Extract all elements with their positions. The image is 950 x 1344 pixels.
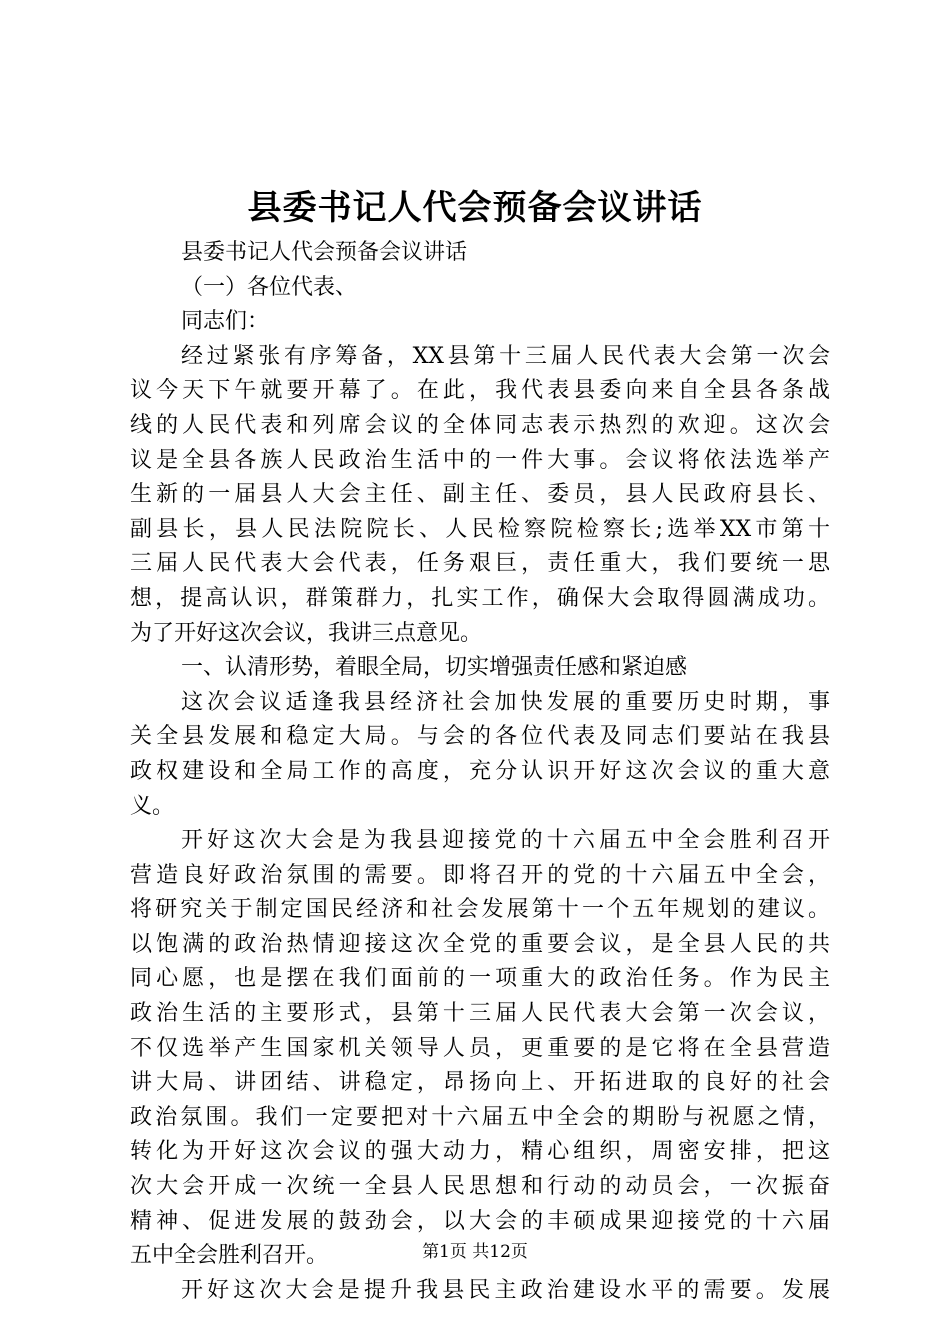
paragraph-line: （一）各位代表、 [181,274,358,300]
paragraph-line: 副县长，县人民法院院长、人民检察院检察长;选举XX市第十 [130,516,830,542]
paragraph-line: 线的人民代表和列席会议的全体同志表示热烈的欢迎。这次会 [130,412,830,438]
paragraph-line: 讲大局、讲团结、讲稳定，昂扬向上、开拓进取的良好的社会 [130,1070,830,1096]
section-heading: 一、认清形势，着眼全局，切实增强责任感和紧迫感 [181,655,688,681]
paragraph-line: 县委书记人代会预备会议讲话 [181,240,468,265]
paragraph-line: 三届人民代表大会代表，任务艰巨，责任重大，我们要统一思 [130,551,830,577]
paragraph-line: 同心愿，也是摆在我们面前的一项重大的政治任务。作为民主 [130,966,830,992]
paragraph-line: 议是全县各族人民政治生活中的一件大事。会议将依法选举产 [130,447,830,473]
paragraph-line: 以饱满的政治热情迎接这次全党的重要会议，是全县人民的共 [130,931,830,957]
paragraph-line: 五中全会胜利召开。 [130,1243,329,1269]
paragraph-line: 开好这次大会是提升我县民主政治建设水平的需要。发展 [181,1277,830,1303]
paragraph-line: 关全县发展和稳定大局。与会的各位代表及同志们要站在我县 [130,724,830,750]
paragraph-line: 同志们： [181,309,270,335]
paragraph-line: 义。 [130,793,175,819]
document-title: 县委书记人代会预备会议讲话 [247,188,703,228]
paragraph-line: 生新的一届县人大会主任、副主任、委员，县人民政府县长、 [130,482,830,508]
document-body [130,236,830,1308]
paragraph-line: 精神、促进发展的鼓劲会，以大会的丰硕成果迎接党的十六届 [130,1208,830,1234]
paragraph-line: 营造良好政治氛围的需要。即将召开的党的十六届五中全会， [130,862,830,888]
paragraph-line: 次大会开成一次统一全县人民思想和行动的动员会，一次振奋 [130,1174,830,1200]
paragraph-line: 经过紧张有序筹备，XX县第十三届人民代表大会第一次会 [181,343,830,369]
paragraph-line: 政治生活的主要形式，县第十三届人民代表大会第一次会议， [130,1001,830,1027]
paragraph-line: 转化为开好这次会议的强大动力，精心组织，周密安排，把这 [130,1139,830,1165]
paragraph-line: 这次会议适逢我县经济社会加快发展的重要历史时期，事 [181,689,830,715]
paragraph-line: 将研究关于制定国民经济和社会发展第十一个五年规划的建议。 [130,897,830,923]
paragraph-line: 开好这次大会是为我县迎接党的十六届五中全会胜利召开 [181,828,830,854]
paragraph-line: 为了开好这次会议，我讲三点意见。 [130,620,483,646]
paragraph-line: 政治氛围。我们一定要把对十六届五中全会的期盼与祝愿之情， [130,1104,830,1130]
paragraph-line: 议今天下午就要开幕了。在此，我代表县委向来自全县各条战 [130,378,830,404]
paragraph-line: 想，提高认识，群策群力，扎实工作，确保大会取得圆满成功。 [130,585,830,611]
paragraph-line: 不仅选举产生国家机关领导人员，更重要的是它将在全县营造 [130,1035,830,1061]
page-number: 第1页 共12页 [422,1242,528,1262]
paragraph-line: 政权建设和全局工作的高度，充分认识开好这次会议的重大意 [130,758,830,784]
